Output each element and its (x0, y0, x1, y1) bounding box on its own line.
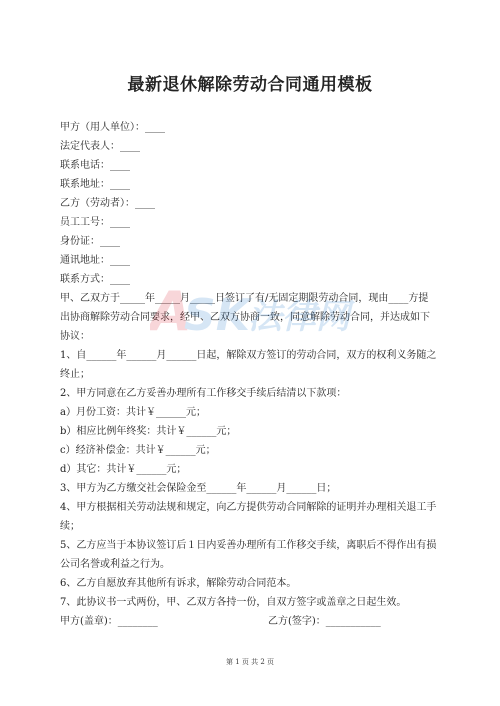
clause-2c-line: c）经济补偿金：共计￥______元； (60, 445, 216, 456)
page-footer: 第 1 页 共 2 页 (225, 658, 275, 666)
address-line: 联系地址：____ (60, 179, 130, 190)
clause-2-line: 2、甲方同意在乙方妥善办理所有工作移交手续后结清以下款项： (60, 388, 347, 399)
phone-line: 联系电话：____ (60, 160, 130, 171)
clause-1-line: 终止； (60, 369, 90, 380)
signature-party-a: 甲方(盖章)：________ (60, 616, 158, 627)
clause-1-line: 1、自______年______月______日起，解除双方签订的劳动合同，双方的权利义务随之 (60, 350, 437, 361)
mail-address-line: 通讯地址：____ (60, 255, 130, 266)
clause-4-line: 续； (60, 521, 80, 532)
clause-7-line: 7、此协议书一式两份，甲、乙双方各持一份，自双方签字或盖章之日起生效。 (60, 597, 407, 608)
party-a-line: 甲方（用人单位）：____ (60, 122, 165, 133)
svg-text:SK: SK (184, 290, 250, 341)
paragraph-line: 甲、乙双方于_____年_____月_____日签订了有/无固定期限劳动合同，现由____方提 (60, 293, 429, 304)
clause-2a-line: a）月份工资：共计￥______元； (60, 407, 206, 418)
paragraph-line: 出协商解除劳动合同要求，经甲、乙双方协商一致，同意解除劳动合同，并达成如下 (60, 312, 430, 323)
contact-line: 联系方式：____ (60, 274, 130, 285)
employee-id-line: 员工工号：____ (60, 217, 130, 228)
svg-text:A: A (150, 280, 192, 343)
signature-party-b: 乙方(签字)：___________ (268, 616, 381, 627)
legal-rep-line: 法定代表人：____ (60, 141, 140, 152)
clause-2b-line: b）相应比例年终奖：共计￥______元； (60, 426, 237, 437)
document-title: 最新退休解除劳动合同通用模板 (127, 75, 373, 95)
id-card-line: 身份证：____ (60, 236, 120, 247)
paragraph-line: 协议： (60, 331, 90, 342)
clause-5-line: 5、乙方应当于本协议签订后１日内妥善办理所有工作移交手续，离职后不得作出有损 (60, 540, 437, 551)
clause-6-line: 6、乙方自愿放弃其他所有诉求，解除劳动合同范本。 (60, 578, 297, 589)
clause-3-line: 3、甲方为乙方缴交社会保险金至______年______月______日； (60, 483, 337, 494)
clause-5-line: 公司名誉或利益之行为。 (60, 559, 170, 570)
clause-4-line: 4、甲方根据相关劳动法规和规定，向乙方提供劳动合同解除的证明并办理相关退工手 (60, 502, 437, 513)
party-b-line: 乙方（劳动者）：____ (60, 198, 155, 209)
clause-2d-line: d）其它：共计￥______元； (60, 464, 187, 475)
svg-text:法律网: 法律网 (248, 297, 350, 337)
